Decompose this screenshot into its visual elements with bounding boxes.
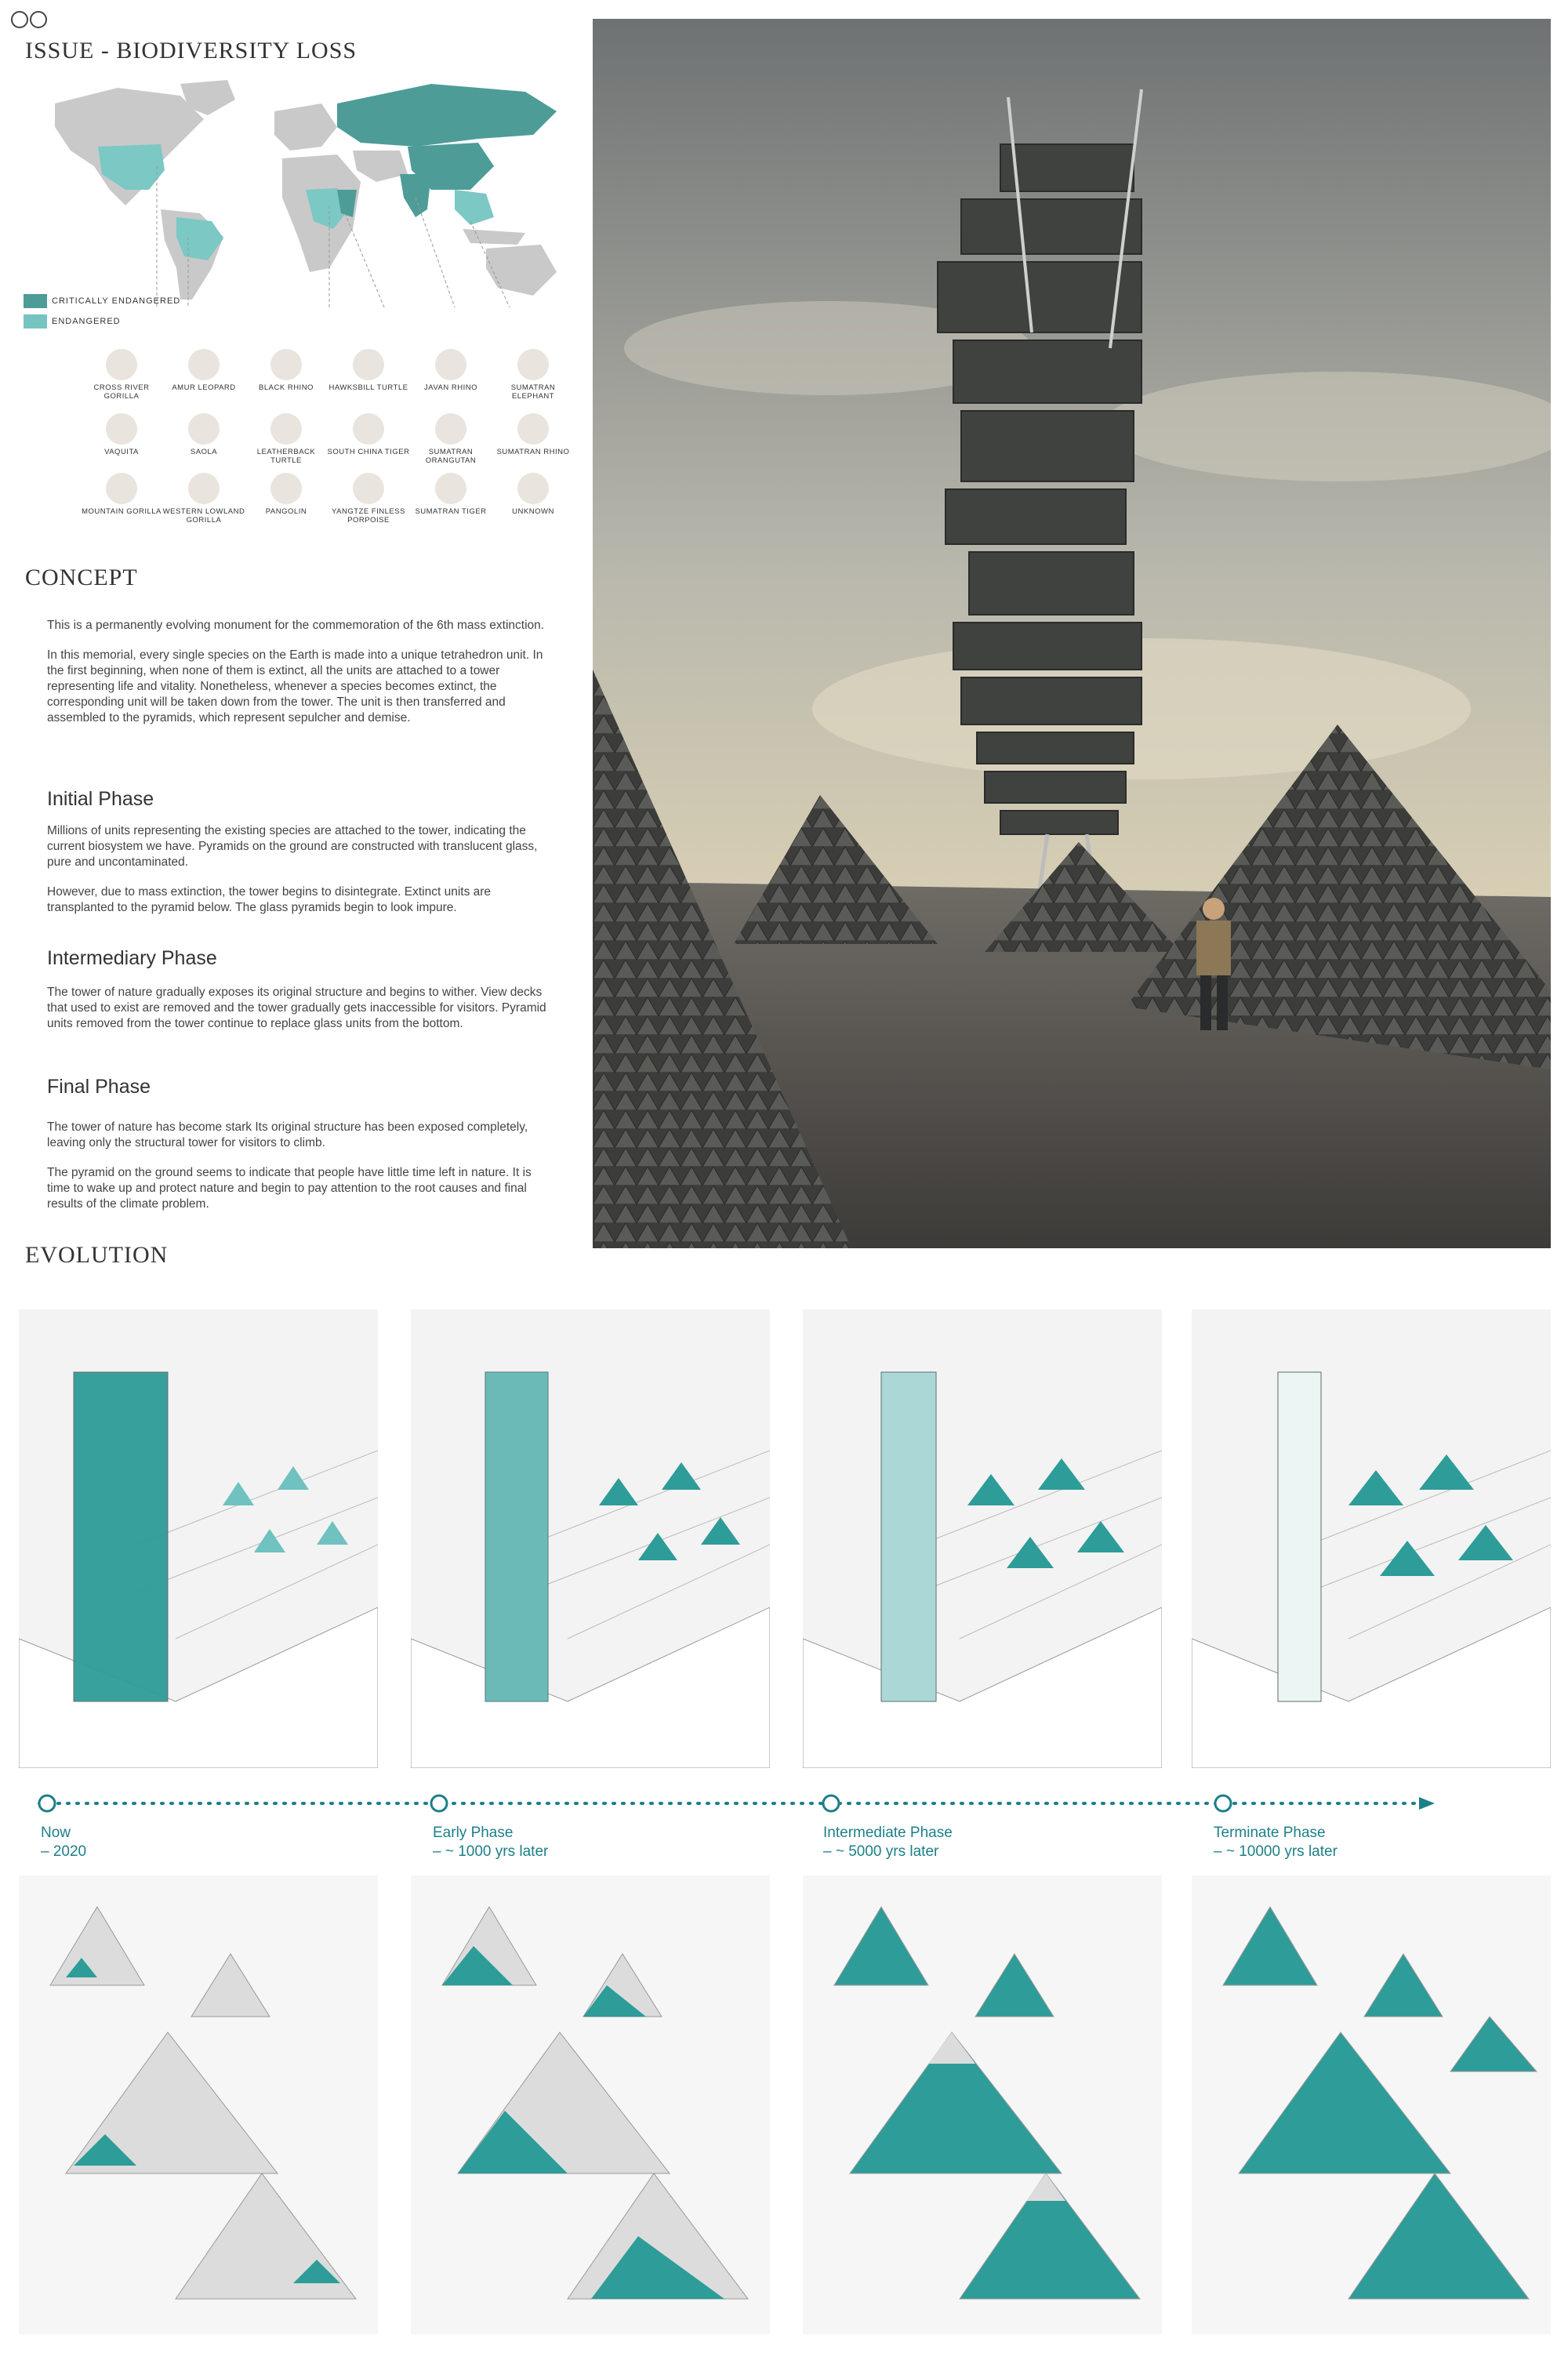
timeline-stage-terminate bbox=[1214, 1824, 1338, 1861]
species-item: UNKNOWN bbox=[490, 473, 576, 516]
tower-diagram bbox=[1192, 1309, 1551, 1768]
concept-paragraph: In this memorial, every single species on the Earth is made into a unique tetrahedron unit. In the first beginning, when none of them is extinct, all the units are attached to a tower representing life and vitality. Nonetheless, whenever a species becomes extinct, the corresponding unit will be taken down from the tower. The unit is then transferred and assembled to the pyramids, which represent sepulcher and demise. bbox=[47, 648, 543, 724]
timeline-stage-intermediate bbox=[823, 1824, 953, 1861]
rhino-icon bbox=[517, 413, 549, 445]
legend-endangered bbox=[24, 314, 180, 329]
evolution-pyramid-panel-early bbox=[411, 1876, 770, 2334]
timeline-stage-now bbox=[41, 1824, 86, 1861]
hero-render-svg bbox=[593, 19, 1551, 1248]
evolution-timeline bbox=[24, 1792, 1443, 1814]
phase-paragraph: However, due to mass extinction, the tower begins to disintegrate. Extinct units are transplanted to the pyramid below. The glass pyramids begin to look impure. bbox=[47, 885, 492, 914]
gorilla-icon bbox=[106, 349, 137, 380]
phase-paragraph: The tower of nature has become stark Its original structure has been exposed completely, leaving only the structural tower for visitors to climb. bbox=[47, 1120, 528, 1149]
legend-swatch bbox=[24, 314, 47, 329]
india-region bbox=[400, 174, 431, 217]
species-item: SUMATRAN TIGER bbox=[408, 473, 494, 516]
gorilla-icon bbox=[106, 473, 137, 504]
species-item: SOUTH CHINA TIGER bbox=[325, 413, 412, 456]
world-map bbox=[24, 72, 572, 307]
pangolin-icon bbox=[270, 473, 302, 504]
pyramid-diagram bbox=[803, 1876, 1162, 2334]
phase-paragraph: Millions of units representing the existing species are attached to the tower, indicating the current biosystem we have. Pyramids on the ground are constructed with translucent glass, pure and uncontaminated. bbox=[47, 824, 538, 869]
species-item: BLACK RHINO bbox=[243, 349, 329, 392]
rhino-icon bbox=[435, 349, 466, 380]
world-map-svg bbox=[24, 72, 572, 307]
species-item: SUMATRAN ORANGUTAN bbox=[408, 413, 494, 465]
unknown-icon bbox=[517, 473, 549, 504]
porpoise-icon bbox=[353, 473, 384, 504]
circle-icon bbox=[11, 11, 28, 28]
concept-title: CONCEPT bbox=[25, 565, 138, 590]
stage-name: Terminate Phase bbox=[1214, 1825, 1326, 1841]
phase-text-intermediary bbox=[47, 985, 549, 1046]
evolution-tower-panel-now bbox=[19, 1309, 378, 1768]
legend-swatch bbox=[24, 294, 47, 308]
rhino-icon bbox=[270, 349, 302, 380]
europe bbox=[274, 103, 337, 151]
tiger-icon bbox=[435, 473, 466, 504]
phase-title-intermediary: Intermediary Phase bbox=[47, 947, 217, 969]
legend-label: ENDANGERED bbox=[52, 317, 121, 326]
legend-label: CRITICALLY ENDANGERED bbox=[52, 296, 181, 306]
stage-name: Intermediate Phase bbox=[823, 1825, 953, 1841]
russia-region bbox=[337, 84, 557, 147]
turtle-icon bbox=[270, 413, 302, 445]
concept-text bbox=[47, 618, 549, 740]
evolution-pyramid-panel-terminate bbox=[1192, 1876, 1551, 2334]
species-item: SUMATRAN ELEPHANT bbox=[490, 349, 576, 401]
circle-icon bbox=[30, 11, 47, 28]
indonesia bbox=[463, 229, 525, 245]
evolution-pyramid-panel-now bbox=[19, 1876, 378, 2334]
species-item: SAOLA bbox=[161, 413, 247, 456]
middle-east bbox=[353, 151, 408, 182]
concept-paragraph: This is a permanently evolving monument for the commemoration of the 6th mass extinction. bbox=[47, 619, 545, 632]
stage-time: – ~ 10000 yrs later bbox=[1214, 1843, 1338, 1860]
pyramid-diagram bbox=[411, 1876, 770, 2334]
tower-diagram bbox=[411, 1309, 770, 1768]
species-item: WESTERN LOWLAND GORILLA bbox=[161, 473, 247, 525]
issue-title: ISSUE - BIODIVERSITY LOSS bbox=[25, 38, 358, 64]
phase-title-initial: Initial Phase bbox=[47, 788, 154, 810]
se-asia-region bbox=[455, 190, 494, 225]
phase-title-final: Final Phase bbox=[47, 1076, 151, 1098]
species-item: JAVAN RHINO bbox=[408, 349, 494, 392]
stage-time: – 2020 bbox=[41, 1843, 87, 1860]
stage-name: Now bbox=[41, 1825, 71, 1841]
species-item: YANGTZE FINLESS PORPOISE bbox=[325, 473, 412, 525]
leopard-icon bbox=[188, 349, 220, 380]
legend-critically-endangered bbox=[24, 294, 180, 308]
species-item: LEATHERBACK TURTLE bbox=[243, 413, 329, 465]
phase-text-final bbox=[47, 1120, 549, 1226]
evolution-tower-panel-early bbox=[411, 1309, 770, 1768]
stage-time: – ~ 1000 yrs later bbox=[433, 1843, 549, 1860]
stage-time: – ~ 5000 yrs later bbox=[823, 1843, 939, 1860]
timeline-line bbox=[24, 1792, 1443, 1814]
gorilla-icon bbox=[188, 473, 220, 504]
porpoise-icon bbox=[106, 413, 137, 445]
orangutan-icon bbox=[435, 413, 466, 445]
species-item: HAWKSBILL TURTLE bbox=[325, 349, 412, 392]
evolution-tower-panel-terminate bbox=[1192, 1309, 1551, 1768]
pyramid-diagram bbox=[19, 1876, 378, 2334]
tower-diagram bbox=[803, 1309, 1162, 1768]
evolution-pyramid-panel-intermediate bbox=[803, 1876, 1162, 2334]
australia bbox=[486, 245, 557, 296]
hero-render bbox=[593, 19, 1551, 1248]
species-item: MOUNTAIN GORILLA bbox=[78, 473, 165, 516]
turtle-icon bbox=[353, 349, 384, 380]
timeline-stage-early bbox=[433, 1824, 548, 1861]
phase-paragraph: The pyramid on the ground seems to indicate that people have little time left in nature. It is time to wake up and protect nature and begin to pay attention to the root causes and final results of the climate problem. bbox=[47, 1166, 532, 1211]
map-legend bbox=[24, 294, 180, 329]
stage-name: Early Phase bbox=[433, 1825, 514, 1841]
pyramid-diagram bbox=[1192, 1876, 1551, 2334]
evolution-title: EVOLUTION bbox=[25, 1242, 169, 1268]
species-item: PANGOLIN bbox=[243, 473, 329, 516]
tower-diagram bbox=[19, 1309, 378, 1768]
phase-paragraph: The tower of nature gradually exposes its original structure and begins to wither. View decks that used to exist are removed and the tower gradually gets inaccessible for visitors. Pyramid units removed from the tower continue to replace glass units from the bottom. bbox=[47, 986, 546, 1030]
tiger-icon bbox=[353, 413, 384, 445]
species-item: SUMATRAN RHINO bbox=[490, 413, 576, 456]
phase-text-initial bbox=[47, 823, 549, 930]
species-item: AMUR LEOPARD bbox=[161, 349, 247, 392]
logo-circles bbox=[11, 11, 58, 30]
species-item: VAQUITA bbox=[78, 413, 165, 456]
elephant-icon bbox=[517, 349, 549, 380]
saola-icon bbox=[188, 413, 220, 445]
species-item: CROSS RIVER GORILLA bbox=[78, 349, 165, 401]
evolution-tower-panel-intermediate bbox=[803, 1309, 1162, 1768]
